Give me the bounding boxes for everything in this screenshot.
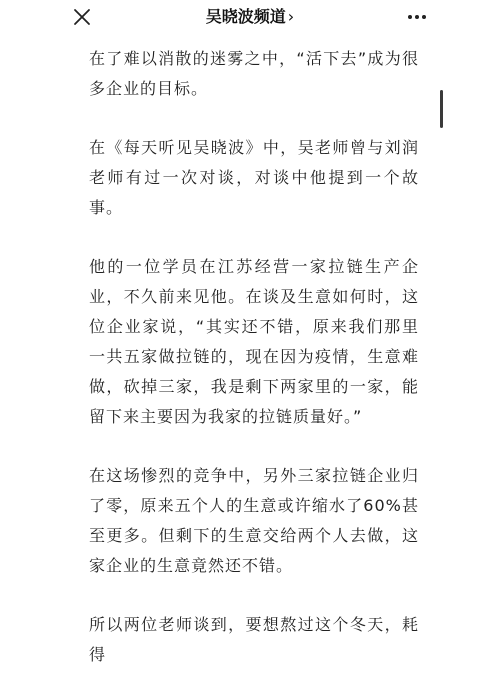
article-paragraph: 在《每天听见吴晓波》中，吴老师曾与刘润老师有过一次对谈，对谈中他提到一个故事。 [89,138,419,217]
scrollbar[interactable] [440,90,443,128]
article-paragraph: 在这场惨烈的竞争中，另外三家拉链企业归了零，原来五个人的生意或许缩水了60%甚至更多。但剩下的生意交给两个人去做，这家企业的生意竟然还不错。 [89,466,419,575]
article-paragraph: 在了难以消散的迷雾之中，“活下去”成为很多企业的目标。 [89,49,419,98]
chevron-right-icon: › [287,7,295,26]
more-horizontal-icon[interactable] [406,8,428,26]
channel-title-text[interactable]: 吴晓波频道 [205,7,286,26]
article-paragraph: 他的一位学员在江苏经营一家拉链生产企业，不久前来见他。在谈及生意如何时，这位企业家说，“其实还不错，原来我们那里一共五家做拉链的，现在因为疫情，生意难做，砍掉三家，我是剩下两家里的一家，能留下来主要因为我家的拉链质量好。” [89,257,419,426]
top-bar [0,0,500,34]
article-paragraph: 所以两位老师谈到，要想熬过这个冬天，耗得 [89,615,419,664]
article-body [89,44,419,699]
